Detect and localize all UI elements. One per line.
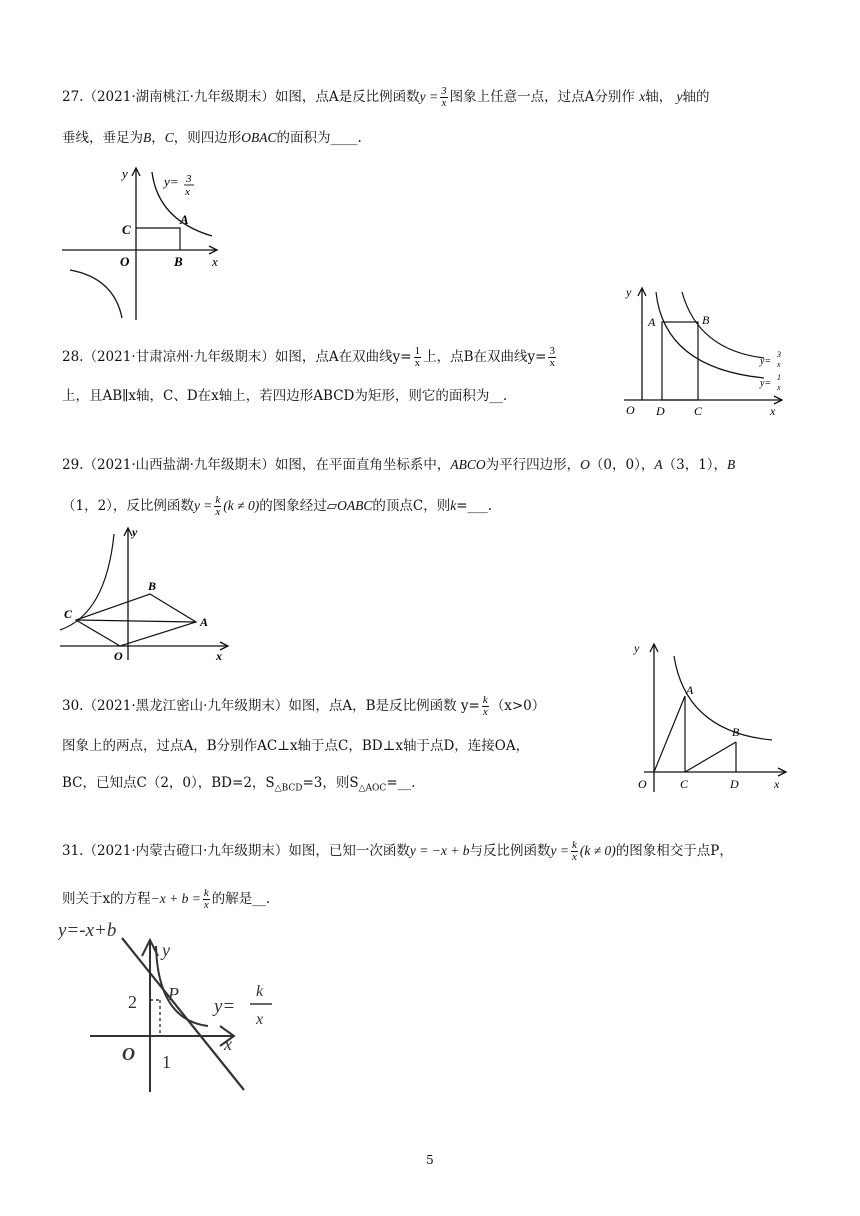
q28-line2: 上，且AB∥x轴，C、D在x轴上，若四边形ABCD为矩形，则它的面积为__. (62, 388, 508, 404)
svg-text:A: A (686, 683, 694, 697)
svg-text:2: 2 (128, 992, 137, 1012)
svg-text:y=: y= (760, 356, 772, 367)
svg-text:x: x (216, 649, 222, 662)
svg-text:y: y (162, 940, 170, 960)
svg-text:A: A (648, 315, 656, 329)
svg-text:B: B (732, 725, 740, 739)
svg-text:O: O (114, 649, 123, 662)
svg-text:P: P (168, 984, 179, 1004)
q29-line2: （1，2），反比例函数y = $\frac{k}{x}$ (k ≠ 0)的图象经过▱OABC的顶点C，则k=___. (62, 494, 493, 518)
svg-text:k: k (256, 983, 264, 1000)
q31-line2: 则关于x的方程−x + b = $\frac{k}{x}$ 的解是__. (62, 887, 271, 911)
q28-line1: 28.（2021·甘肃凉州·九年级期末）如图，点A在双曲线y= $\frac{1}{x}$ 上，点B在双曲线y= $\frac{3}{x}$ (62, 345, 555, 369)
q31-figure (58, 916, 288, 1096)
svg-text:O: O (626, 403, 635, 417)
svg-text:x: x (777, 360, 781, 369)
svg-text:B: B (148, 579, 157, 593)
svg-text:y=: y= (214, 996, 236, 1017)
q29-line1: 29.（2021·山西盐湖·九年级期末）如图，在平面直角坐标系中，ABCO为平行四边形，O（0，0），A（3，1），B (62, 457, 736, 473)
svg-text:B: B (702, 313, 710, 327)
svg-text:x: x (256, 1011, 264, 1028)
svg-text:O: O (638, 777, 647, 791)
svg-text:B: B (174, 254, 183, 269)
svg-text:x: x (777, 383, 781, 392)
svg-text:O: O (120, 254, 130, 269)
svg-text:A: A (180, 212, 189, 227)
svg-text:y=: y= (164, 174, 179, 189)
q28-figure (620, 282, 790, 422)
svg-text:D: D (656, 404, 665, 418)
q29-figure (58, 522, 238, 662)
q30-figure (628, 636, 798, 796)
svg-text:x: x (185, 186, 190, 198)
svg-text:D: D (730, 777, 739, 791)
svg-text:C: C (680, 777, 689, 791)
svg-text:C: C (122, 222, 131, 237)
q31-line1: 31.（2021·内蒙古磴口·九年级期末）如图，已知一次函数y = −x + b与反比例函数y = $\frac{k}{x}$ (k ≠ 0)的图象相交于点P， (62, 839, 733, 863)
svg-text:y: y (626, 285, 632, 299)
svg-text:y=: y= (760, 378, 772, 389)
q27-figure (62, 160, 232, 320)
svg-text:O: O (122, 1044, 135, 1064)
svg-text:3: 3 (777, 350, 781, 359)
svg-text:x: x (212, 254, 218, 269)
q30-line3: BC，已知点C（2，0），BD=2，$S_{\triangle BCD}=3$，则$S_{\triangle AOC}=\_\_$. (62, 775, 416, 794)
q27-line1: 27.（2021·湖南桃江·九年级期末）如图，点A是反比例函数y = $\frac{3}{x}$ 图象上任意一点，过点A分别作 x轴， y轴的 (62, 85, 710, 109)
svg-text:1: 1 (162, 1052, 171, 1072)
q30-line1: 30.（2021·黑龙江密山·九年级期末）如图，点A，B是反比例函数 y= $\frac{k}{x}$ （x>0） (62, 694, 546, 718)
page-number: 5 (426, 1153, 434, 1167)
q27-fraction: $\frac{3}{x}$ (441, 85, 447, 109)
q27-text: 27.（2021·湖南桃江·九年级期末）如图，点A是反比例函数 (62, 89, 420, 105)
svg-text:C: C (64, 607, 73, 621)
svg-text:3: 3 (186, 173, 192, 185)
svg-text:1: 1 (777, 373, 781, 382)
svg-text:x: x (224, 1034, 232, 1054)
svg-text:C: C (694, 404, 703, 418)
q30-line2: 图象上的两点，过点A，B分别作AC⊥x轴于点C，BD⊥x轴于点D，连接OA， (62, 738, 530, 754)
q27-y-label: y (122, 166, 128, 181)
svg-text:y: y (132, 525, 138, 539)
svg-text:y=-x+b: y=-x+b (58, 920, 117, 941)
svg-text:A: A (200, 615, 209, 629)
svg-text:x: x (774, 777, 780, 791)
q27-line2: 垂线，垂足为B，C，则四边形OBAC的面积为____. (62, 130, 362, 146)
svg-text:y: y (634, 641, 640, 655)
svg-text:x: x (770, 404, 776, 418)
